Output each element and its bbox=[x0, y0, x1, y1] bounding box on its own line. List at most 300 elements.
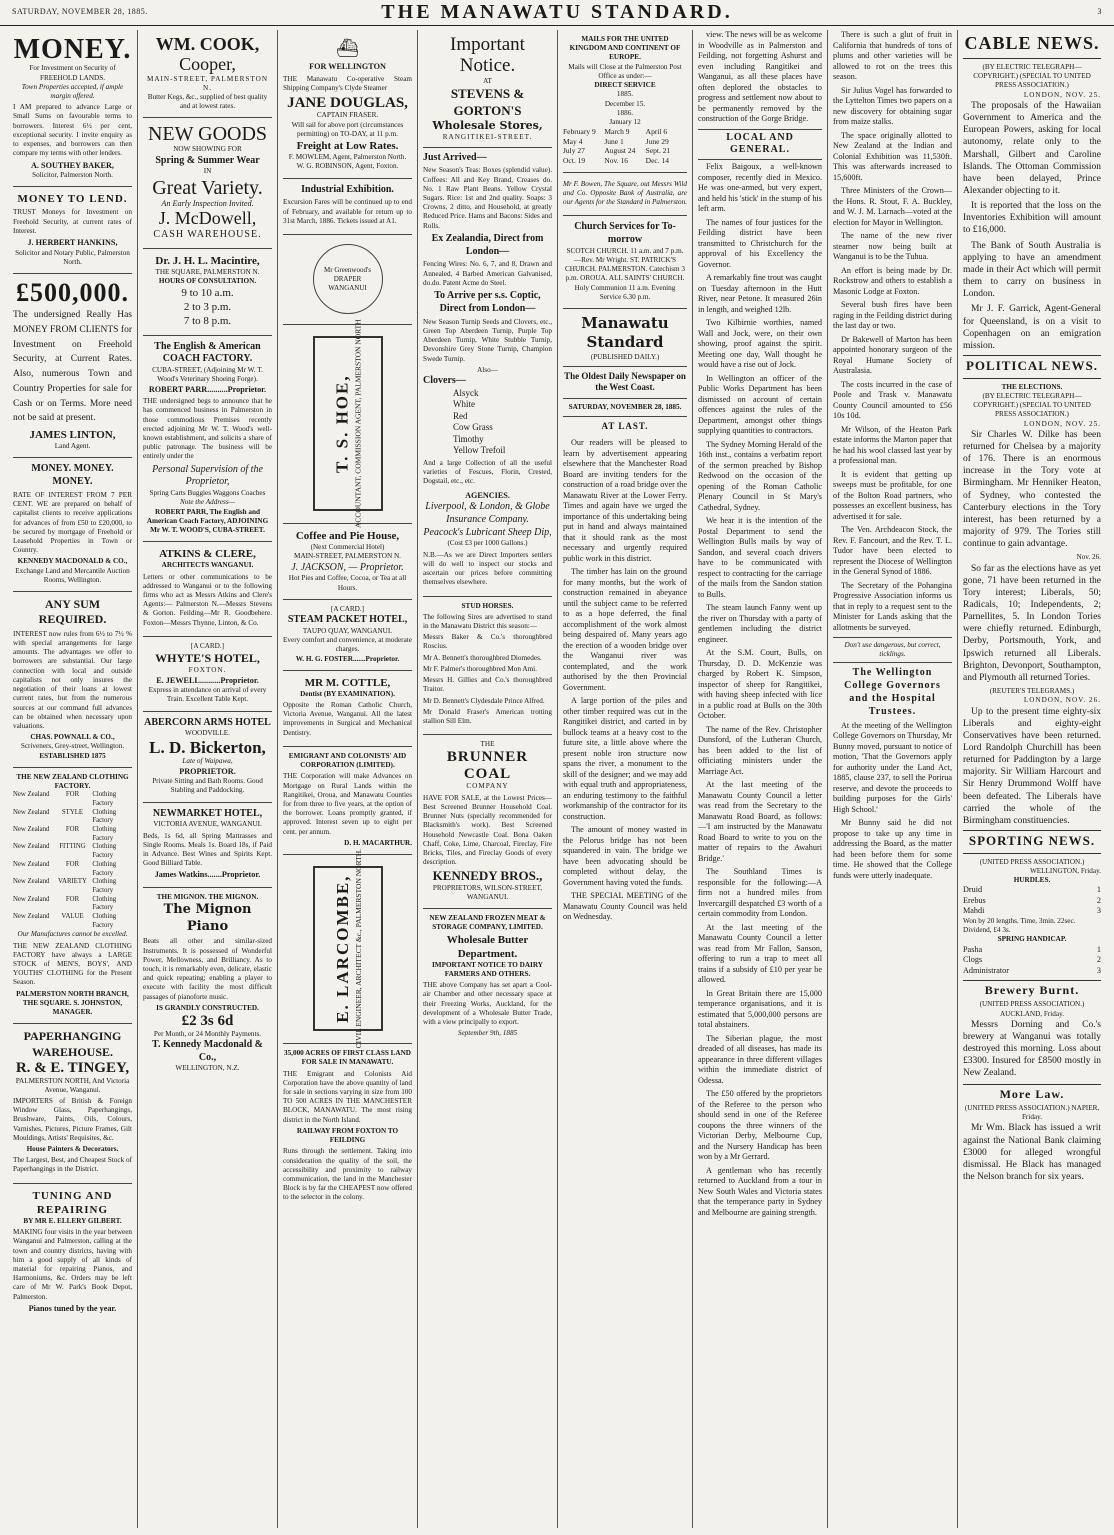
ad-coach-title: The English & American COACH FACTORY. bbox=[154, 340, 261, 365]
ad-abercorn-name: L. D. Bickerton, bbox=[149, 737, 266, 757]
news-item: The Sydney Morning Herald of the 16th inst., contains a verbatim report of the sermon preached by Bishop Redwood on the occasion of the opening of the Roman Catholic Plenary Council in St Mary's Cathedral, Sydney. bbox=[698, 439, 822, 512]
ad-tuning-by: BY MR E. ELLERY GILBERT. bbox=[23, 1216, 122, 1225]
ad-coach-addr: CUBA-STREET, (Adjoining Mr W. T. Wood's Veterinary Shoeing Forge). bbox=[152, 366, 263, 384]
ad-newmarket-prop: James Watkins.......Proprietor. bbox=[154, 870, 261, 880]
ad-coach-body: THE undersigned begs to announce that he has commenced business in Palmerston in those commodious Premises recently erected adjoining Mr W. T. Wood's well-known establishment, and solicits a share of public patronage. The business will be entirely under the bbox=[143, 397, 272, 461]
race-horse: Administrator bbox=[963, 965, 1009, 975]
reuter-items bbox=[963, 706, 1101, 828]
ad-coffee-title: Coffee and Pie House, bbox=[295, 530, 400, 543]
ad-frozen-title: NEW ZEALAND FROZEN MEAT & STORAGE COMPANY, LIMITED. bbox=[429, 914, 546, 932]
ad-coach-repeat: ROBERT PARR, The English and American Coach Factory, ADJOINING Mr W. T. WOOD'S, CUBA-STREET. bbox=[146, 507, 269, 535]
ad-ship-captain: CAPTAIN FRASER. bbox=[316, 111, 379, 120]
news-item: A gentleman who has recently returned to Auckland from a tour in New South Wales and Victoria states that the temperance party in Sydney and Melbourne are gaining strength. bbox=[698, 1165, 822, 1217]
ad-lend bbox=[13, 187, 132, 274]
race-result-row bbox=[963, 906, 1101, 917]
ad-steam-tag: [A CARD.] bbox=[330, 604, 365, 613]
ad-cook-body: Butter Kegs, &c., supplied of best quality and at lowest rates. bbox=[147, 93, 268, 111]
clothing-word: New Zealand bbox=[13, 860, 50, 868]
mail-date: June 1 bbox=[604, 136, 624, 146]
news-item: Messrs Dorning and Co.'s brewery at Wanganui was totally destroyed this morning. Loss about £3300. Insured for £8500 mostly in New Zealand. bbox=[963, 1019, 1101, 1079]
pol-credit: (BY ELECTRIC TELEGRAPH—COPYRIGHT.) (SPECIAL TO UNITED PRESS ASSOCIATION.) bbox=[973, 391, 1091, 419]
ad-abercorn-place: WOODVILLE. bbox=[185, 729, 230, 738]
ad-whytes-hotel bbox=[143, 637, 272, 712]
ad-coach-note: Note the Address— bbox=[179, 498, 236, 507]
ad-freight-agent2: W. G. ROBINSON, Agent, Foxton. bbox=[296, 162, 399, 171]
column-3 bbox=[278, 30, 418, 1528]
news-item: In Great Britain there are 15,000 temperance organisations, and it is estimated that 5,000,000 persons are total abstainers. bbox=[698, 988, 822, 1030]
paper-tag: The Oldest Daily Newspaper on the West Coast. bbox=[564, 370, 686, 393]
brewery-credit: (UNITED PRESS ASSOCIATION.) AUCKLAND, Friday. bbox=[979, 1000, 1085, 1018]
ad-zealandia: Ex Zealandia, Direct from London— bbox=[431, 232, 544, 257]
college-article bbox=[833, 721, 952, 882]
news-item: There is such a glut of fruit in California that hundreds of tons of plums and other varieties will be allowed to rot on the trees this season. bbox=[833, 30, 952, 81]
mail-date: June 29 bbox=[645, 136, 669, 146]
clothing-word: FOR bbox=[65, 860, 80, 868]
mails-date1: December 15. bbox=[604, 99, 646, 108]
ad-acres-body2: Runs through the settlement. Taking into consideration the quality of the soil, the accessibility and proximity to railway communication, the land in the Manchester Block is by far the CHEAPEST now offered to the selector in the colony. bbox=[283, 1147, 412, 1202]
ad-goods-title: NEW GOODS bbox=[147, 123, 268, 146]
ad-any-est: ESTABLISHED 1875 bbox=[39, 751, 106, 760]
ad-cottle-name: MR M. COTTLE, bbox=[304, 676, 391, 689]
ad-goods-season: Spring & Summer Wear bbox=[155, 154, 260, 166]
mails-direct: DIRECT SERVICE bbox=[594, 81, 656, 90]
ad-kennedy-role: PROPRIETORS, WILSON-STREET, WANGANUI. bbox=[432, 883, 543, 901]
ad-brunner-the: THE bbox=[480, 740, 495, 749]
ad-acres-title: 35,000 ACRES OF FIRST CLASS LAND FOR SALE IN MANAWATU. bbox=[283, 1049, 411, 1067]
ad-whyte-body: Express in attendance on arrival of every Train. Excellent Table Kept. bbox=[148, 686, 267, 704]
ad-clovers-title: Clovers— bbox=[423, 375, 466, 387]
section-sporting-news: SPORTING NEWS. bbox=[963, 830, 1101, 854]
ad-money-role: Solicitor, Palmerston North. bbox=[32, 171, 113, 180]
race-place: 1 bbox=[1096, 944, 1101, 954]
news-item: The name of the new river steamer now being built at Wanganui is to be the Tuhua. bbox=[833, 231, 952, 261]
clothing-word: New Zealand bbox=[13, 912, 50, 920]
ad-newmarket-addr: VICTORIA AVENUE, WANGANUI. bbox=[153, 820, 262, 829]
column-2 bbox=[138, 30, 278, 1528]
clothing-word: VALUE bbox=[61, 912, 84, 920]
ad-money-text: Town Properties accepted, if ample margin offered. bbox=[21, 82, 124, 101]
news-item: A remarkably fine trout was caught on Tuesday afternoon in the Hutt River, near Petone. It measured 26in in length, and weighed 12lb. bbox=[698, 273, 822, 314]
ad-mmm-name: KENNEDY MACDONALD & CO., bbox=[17, 557, 128, 566]
ad-paper-sub: House Painters & Decorators. bbox=[26, 1145, 119, 1154]
mail-date: Nov. 16 bbox=[604, 155, 629, 165]
stud-item: Mr Donald Fraser's American trotting stallion Sill Elm. bbox=[423, 707, 552, 725]
ad-exhibit-body: Excursion Fares will be continued up to end of February, and available for return up to 31st March, 1886. Tickets issued at A1. bbox=[283, 198, 412, 225]
ad-hoe-text: ACCOUNTANT, COMMISSION AGENT, PALMERSTON NORTH bbox=[353, 319, 363, 528]
ad-clovers-body: And a large Collection of all the useful varieties of Fescues, Florin, Crested, Dogstail, etc., etc. bbox=[423, 458, 552, 486]
ad-lend-title: MONEY TO LEND. bbox=[17, 193, 128, 206]
local-general-items bbox=[698, 162, 822, 1218]
article-paragraph: At the meeting of the Wellington College Governors on Thursday, Mr Bunny moved, pursuant to notice of motion, 'That the Governors apply for authority under the Land Act, 1885, clause 237, to sell the Porirua reserve, and devote the proceeds to building purposes for the Girls' High School.' bbox=[833, 720, 952, 814]
ad-500000-role: Land Agent. bbox=[54, 442, 91, 451]
section-political-news: POLITICAL NEWS. bbox=[963, 355, 1101, 379]
ad-cook-addr: MAIN-STREET, PALMERSTON N. bbox=[146, 74, 269, 92]
race-place: 3 bbox=[1096, 906, 1101, 916]
news-item: Sir Julius Vogel has forwarded to the Lyttelton Times two papers on a new discovery for obtaining sugar from maize stalks. bbox=[833, 85, 952, 126]
ad-mmm-role: Exchange Land and Mercantile Auction Rooms, Wellington. bbox=[15, 566, 130, 584]
news-item: So far as the elections have as yet gone, 71 have been returned in the Tory interest; Liberals, 50; Radicals, 10; Independents, 2; Parnellites, 5. In London Tories were chiefly returned. Edinburgh, Derby, Portsmouth, York, and Ipswich returned all Liberals. Brighton, Devonport, Southampton, and Plymouth all returned Tories. bbox=[963, 563, 1101, 683]
ad-well-body: THE Manawatu Co-operative Steam Shipping Company's Clyde Steamer bbox=[283, 74, 412, 92]
paper-daily: (PUBLISHED DAILY.) bbox=[590, 352, 660, 361]
ad-arrived: Just Arrived— bbox=[423, 151, 487, 163]
race-place: 2 bbox=[1096, 955, 1101, 965]
race-result-row bbox=[963, 896, 1101, 907]
ad-paper-name: R. & E. TINGEY, bbox=[15, 1060, 130, 1076]
section-local-general: LOCAL AND GENERAL. bbox=[698, 129, 822, 161]
brewery-items bbox=[963, 1019, 1101, 1080]
ad-coffee-sub: (Next Commercial Hotel) bbox=[310, 543, 385, 552]
mails-notice bbox=[563, 30, 687, 173]
clothing-word: FOR bbox=[65, 826, 80, 834]
church-services bbox=[563, 216, 687, 309]
race-result-row bbox=[963, 945, 1101, 956]
ad-any-role: Scriveners, Grey-street, Wellington. bbox=[20, 742, 125, 751]
column-4 bbox=[418, 30, 558, 1528]
church-body: SCOTCH CHURCH. 11 a.m. and 7 p.m.—Rev. Mr Wright. ST. PATRICK'S CHURCH. PALMERSTON. Catechism 3 p.m. OROUA. ALL SAINTS' CHURCH. Holy Communion 11 a.m. Evening Service 6.30 p.m. bbox=[564, 246, 685, 301]
clothing-word: Clothing Factory bbox=[92, 791, 117, 807]
ad-doctor bbox=[143, 249, 272, 336]
ad-zealandia-body: Fencing Wires: No. 6, 7, and 8, Drawn and Annealed, 4 Barbed American Galvanised, do.do. Patent Acme do Steel. bbox=[423, 260, 552, 287]
mail-date: March 9 bbox=[604, 127, 630, 137]
ad-mignon bbox=[143, 888, 272, 1080]
ad-dr-addr: THE SQUARE, PALMERSTON N. bbox=[155, 267, 260, 276]
race-result-row bbox=[963, 885, 1101, 896]
news-item: At the last meeting of the Manawatu County Council a letter was read from Mr Fallon, Sanson, offering to run a trap to meet all trains if a subsidy of £10 per year be allowed. bbox=[698, 922, 822, 985]
ad-new-goods bbox=[143, 118, 272, 248]
ad-notice-at: AT bbox=[483, 76, 492, 85]
agents-notice bbox=[563, 173, 687, 217]
clothing-word: FOR bbox=[65, 791, 80, 799]
agents-notice-text: Mr F. Bowen, The Square, out Messrs Wild and Co. Opposite Bank of Australia, are our Agents for the Standard in Palmerston. bbox=[563, 179, 687, 206]
ad-clothing-addr: PALMERSTON NORTH BRANCH, THE SQUARE. S. JOHNSTON, MANAGER. bbox=[16, 989, 129, 1017]
news-item: The £50 offered by the proprietors of the Referee to the person who should send in one of the Referee coupons the three winners of the Victorian Derby, Melbourne Cup, and the Nursery Handicap has been won by a Mr Gerrard. bbox=[698, 1089, 822, 1162]
reuter-place: LONDON, NOV. 26. bbox=[1023, 696, 1101, 705]
article-paragraph: view. The news will be as welcome in Woodville as in Palmerston and Feilding, not forgetting Ashurst and even including Rangitikei and Wanganui, as all these places have often deplored the obstacles to progress and settlement now about to be permanently removed by the construction of the Gorge Bridge. bbox=[698, 30, 822, 123]
article-paragraph: The timber has lain on the ground for many months, but the work of construction remained in abeyance until the subject came to be referred to as a hope deferred, the final accomplishment of the work almost being despaired of. Many years ago the erection of a wooden bridge over the Wanganui river was contemplated, and the work authorised by the then Provincial Government. bbox=[563, 567, 687, 692]
ad-steam-packet bbox=[283, 600, 412, 671]
ad-stud-horses bbox=[423, 597, 552, 736]
ad-frozen-meat bbox=[423, 909, 552, 1044]
column-1 bbox=[8, 30, 138, 1528]
ad-exhibit-title: Industrial Exhibition. bbox=[301, 183, 394, 195]
news-item: An effort is being made by Dr. Rockstrow and others to establish a Masonic Lodge at Foxton. bbox=[833, 265, 952, 296]
clover-item: Red bbox=[453, 410, 468, 421]
morelaw-credit: (UNITED PRESS ASSOCIATION.) NAPIER, Friday. bbox=[964, 1103, 1100, 1122]
pol-place: LONDON, NOV. 25. bbox=[1023, 419, 1101, 428]
ad-agency2: Peacock's Lubricant Sheep Dip, bbox=[423, 526, 552, 538]
race-place: 3 bbox=[1096, 965, 1101, 975]
ad-dr-hour: 9 to 10 a.m. bbox=[181, 287, 234, 300]
ad-store-street: RANGITIKEI-STREET. bbox=[442, 133, 533, 142]
morelaw-items bbox=[963, 1122, 1101, 1183]
ad-emigrant-name: D. H. MACARTHUR. bbox=[344, 838, 412, 847]
ad-emigrant-body: THE Corporation will make Advances on Mortgage on Rural Lands within the Rangitikei, Oroua, and Manawatu Counties for from three to five years, at the option of the borrower. Loans promptly granted, if approved. Interest seven up to eight per cent. per annum. bbox=[283, 772, 412, 836]
ads-note: Don't use dangerous, but correct, ticklings. bbox=[833, 637, 952, 663]
ad-cottle-role: Dentist (BY EXAMINATION). bbox=[300, 689, 395, 698]
clover-item: White bbox=[453, 399, 475, 410]
article-title: AT LAST. bbox=[601, 420, 649, 431]
ad-tuning bbox=[13, 1184, 132, 1321]
ad-newmarket-body: Beds, 1s 6d, all Spring Mattrasses and Single Rooms. Meals 1s. Board 18s, if Paid in Advance. Best Wines and Spirits Kept. Good Billiard Table. bbox=[143, 831, 272, 868]
ad-frozen-date: September 9th, 1885 bbox=[457, 1029, 518, 1038]
race-place: 1 bbox=[1096, 885, 1101, 895]
article-at-last bbox=[563, 438, 687, 923]
masthead-date: SATURDAY, NOVEMBER 28, 1885. bbox=[12, 7, 148, 17]
ad-money-body: I AM prepared to advance Large or Small Sums on favourable terms to borrowers. Interest 6½ per cent, exceptional security. I invite enquiry as to expenses, and borrowers can then compare my terms with other lenders. bbox=[13, 103, 132, 158]
pol-elections: THE ELECTIONS. bbox=[1001, 382, 1063, 391]
ad-lend-role: Solicitor and Notary Public, Palmerston North. bbox=[15, 248, 130, 266]
ad-500000-body: The undersigned Really Has MONEY FROM CLIENTS for Investment on Freehold Security, at Current Rates. Also, numerous Town and Country Properties for sale for Cash or on Terms. More need not be said at present. bbox=[13, 310, 132, 424]
race-horse: Mahdi bbox=[963, 906, 985, 916]
ad-paper-title: PAPERHANGING WAREHOUSE. bbox=[23, 1029, 122, 1059]
article-continued bbox=[698, 30, 822, 125]
ad-lend-name: J. HERBERT HANKINS, bbox=[27, 238, 118, 248]
news-item: At the last meeting of the Manawatu County Council a letter was read from the Secretary to the Manawatu Road Board, as follows:—'I am instructed by the Manawatu Road Board to write to you on the matter of repairs to the Awahuri Bridge.' bbox=[698, 780, 822, 863]
ad-mmm-title: MONEY. MONEY. MONEY. bbox=[31, 463, 114, 488]
sport-time: Won by 20 lengths. Time, 3min. 22sec. Dividend, £4 3s. bbox=[963, 916, 1076, 935]
ad-any-title: ANY SUM REQUIRED. bbox=[38, 597, 107, 627]
sport-event2: SPRING HANDICAP. bbox=[997, 935, 1067, 944]
ad-store-name: STEVENS & GORTON'S bbox=[450, 86, 525, 118]
ad-greenwood-stamp bbox=[283, 235, 412, 325]
news-item: The Ven. Archdeacon Stock, the Rev. F. Fancourt, and the Rev. T. L. Tudor have been elected to represent the Diocese of Wellington in the General Synod of 1886. bbox=[833, 525, 952, 576]
ad-frozen-body: THE above Company has set apart a Cool-air Chamber and other necessary space at their Freezing Works, Auckland, for the development of a Wholesale Butter Trade, with a view principally to export. bbox=[423, 981, 552, 1027]
ad-agencies: AGENCIES. bbox=[465, 490, 510, 500]
ad-tuning-foot: Pianos tuned by the year. bbox=[28, 1303, 117, 1313]
ad-35000-acres bbox=[283, 1044, 412, 1211]
clothing-word: Clothing Factory bbox=[92, 895, 117, 912]
ad-stamp: Mr Greenwood's DRAPER WANGANUI bbox=[313, 244, 383, 314]
mails-year1: 1885. bbox=[616, 90, 634, 99]
clothing-word: STYLE bbox=[61, 808, 84, 816]
article-paragraph: A large portion of the piles and other timber required was cut in the Rangitikei district, and carted in by bullock teams at a heavy cost to the future site, a little above where the present noble iron structure now spans the river, a monument to the skill of the designer; and we may add with equal truth and appropriateness, an enduring testimony to the faithful workmanship of the contractor for its construction. bbox=[563, 696, 687, 821]
news-item: Sir Charles W. Dilke has been returned for Chelsea by a majority of 176. There is an enormous increase in the Tory vote at Birmingham. Mr Henniker Heaton, of Sydney, who contested the Canterbury elections in the Tory interest, has been returned by a majority of 979. The Tories still continue to gain advantage. bbox=[963, 429, 1101, 550]
mail-date: April 6 bbox=[645, 127, 668, 137]
clothing-word: New Zealand bbox=[13, 826, 50, 834]
ad-agency2-cost: (Cost £3 per 1000 Gallons.) bbox=[447, 539, 528, 548]
clothing-word: Clothing Factory bbox=[92, 843, 117, 860]
ad-cottle-body: Opposite the Roman Catholic Church, Victoria Avenue, Wanganui. All the latest improvements in Surgical and Mechanical Dentistry. bbox=[283, 701, 412, 737]
news-item: The space originally allotted to New Zealand at the Indian and Colonial Exhibition was 11,530ft. This was afterwards increased to 15,600ft. bbox=[833, 130, 952, 182]
ad-hoe bbox=[283, 319, 412, 528]
news-item: Dr Bakewell of Marton has been appointed honorary surgeon of the Royal Humane Society of Australasia. bbox=[833, 334, 952, 375]
ad-whyte-prop: E. JEWELL..........Proprietor. bbox=[156, 675, 259, 685]
ad-hoe-name: T. S. HOE, bbox=[332, 374, 352, 473]
ad-larcombe-text: CIVIL ENGINEER, ARCHITECT &c., PALMERSTON NORTH. bbox=[353, 848, 363, 1049]
ad-emigrant bbox=[283, 747, 412, 855]
clothing-word: New Zealand bbox=[13, 791, 50, 799]
ad-mignon-sub: IS GRANDLY CONSTRUCTED. bbox=[156, 1003, 259, 1012]
section-cable-news: CABLE NEWS. bbox=[963, 30, 1101, 59]
column-5 bbox=[558, 30, 693, 1528]
ad-acres-rail: RAILWAY FROM FOXTON TO FEILDING bbox=[296, 1126, 399, 1145]
ad-brunner-title: BRUNNER COAL bbox=[446, 749, 529, 782]
news-item: Two Kilbirnie worthies, named Wall and Jock, were, on their own showing, proof against the spirit. Meeting one day, Wall thought he would have a rise out of Jock. bbox=[698, 318, 822, 370]
ad-cook-role: Cooper, bbox=[179, 53, 236, 74]
news-item: It is evident that getting up sweeps must be profitable, for one of the Bolton Road partners, who possesses an excellent business, has advertised it for sale. bbox=[833, 469, 952, 521]
ad-brunner-co: COMPANY bbox=[466, 782, 509, 791]
mail-date: July 27 bbox=[563, 146, 585, 156]
ad-paper-addr: PALMERSTON NORTH, And Victoria Avenue, Wanganui. bbox=[15, 1076, 130, 1094]
ad-any-name: CHAS. POWNALL & CO., bbox=[30, 733, 115, 742]
ad-larcombe bbox=[283, 848, 412, 1049]
news-item: The steam launch Fanny went up the river on Thursday with a party of gentlemen including the district engineer. bbox=[698, 603, 822, 644]
ad-coach-goods: Spring Carts Buggies Waggons Coaches bbox=[149, 489, 266, 498]
ad-abercorn-body: Private Sitting and Bath Rooms. Good Stabling and Paddocking. bbox=[152, 777, 263, 795]
stud-item: Mr D. Bennett's Clydesdale Prince Alfred. bbox=[423, 696, 545, 705]
ad-clothing-grid bbox=[13, 791, 132, 930]
ad-tuning-title: TUNING AND REPAIRING bbox=[32, 1189, 113, 1216]
stud-item: Messrs H. Gillies and Co.'s thoroughbred Traitor. bbox=[423, 676, 552, 694]
article-paragraph: Mr Bunny said he did not propose to take up any time in addressing the Board, as the matter had been before them for some time. He showed that the College funds were utterly inadequate. bbox=[833, 818, 952, 880]
ad-coffee-house bbox=[283, 524, 412, 600]
ad-frozen-notice: IMPORTANT NOTICE TO DAIRY FARMERS AND OTHERS. bbox=[432, 960, 543, 978]
ad-newmarket-title: NEWMARKET HOTEL, bbox=[152, 807, 263, 819]
ad-money-title: MONEY. bbox=[13, 34, 132, 65]
mails-title: MAILS FOR THE UNITED KINGDOM AND CONTINENT OF EUROPE. bbox=[569, 35, 681, 62]
ad-notice-title: Important Notice. bbox=[450, 34, 525, 76]
ad-clothing-note: Our Manufactures cannot be excelled. bbox=[17, 930, 128, 939]
ad-wellington-steamer bbox=[283, 30, 412, 179]
ad-clothing-title: THE NEW ZEALAND CLOTHING FACTORY. bbox=[16, 772, 129, 791]
ad-clothing-stock: THE NEW ZEALAND CLOTHING FACTORY have always a LARGE STOCK of MEN'S, BOYS', AND YOUTHS' CLOTHING for the Present Season. bbox=[13, 941, 132, 987]
mail-date: Dec. 14 bbox=[645, 155, 669, 165]
ad-500000-title: £500,000. bbox=[16, 277, 129, 307]
mail-date: February 9 bbox=[563, 127, 596, 137]
column-8 bbox=[958, 30, 1106, 1528]
masthead bbox=[0, 0, 1114, 26]
ad-abercorn bbox=[143, 712, 272, 803]
ad-abercorn-title: ABERCORN ARMS HOTEL bbox=[144, 716, 271, 728]
pol-place2: Nov. 26. bbox=[1076, 553, 1101, 562]
ad-goods-in: IN bbox=[203, 167, 212, 176]
church-title: Church Services for To-morrow bbox=[574, 221, 676, 246]
ad-agency1: Liverpool, & London, & Globe Insurance Company. bbox=[425, 501, 550, 525]
ad-lend-body: TRUST Moneys for Investment on Freehold Security, at current rates of Interest. bbox=[13, 208, 132, 235]
ad-paper-stock: The Largest, Best, and Cheapest Stock of Paperhangings in the District. bbox=[13, 1156, 132, 1174]
ad-cook-name: WM. COOK, bbox=[155, 34, 260, 54]
ad-ship-sail: Will sail for above port (circumstances permitting) on TO-DAY, at 11 p.m. bbox=[291, 120, 404, 138]
ad-brunner-body: HAVE FOR SALE, at the Lowest Prices—Best Screened Brunner Household Coal. Brunner Nuts (specially recommended for Blacksmith's work). Best Screened Household Newcastle Coal. Bona Oaken Chaff, Coke, Lime, Charcoal, Fireclay, Fire Bricks, Tiles, and Fireclay Goods of every description. bbox=[423, 793, 552, 867]
clover-item: Cow Grass bbox=[453, 422, 493, 433]
clothing-word: Clothing Factory bbox=[92, 826, 117, 842]
clothing-word: Clothing Factory bbox=[92, 912, 117, 929]
cable-credit: (BY ELECTRIC TELEGRAPH—COPYRIGHT.) (SPECIAL TO UNITED PRESS ASSOCIATION.) bbox=[973, 63, 1091, 90]
ad-exhibition bbox=[283, 179, 412, 235]
ad-dr-hour: 2 to 3 p.m. bbox=[183, 301, 232, 314]
ad-abercorn-late: Late of Waipawa, bbox=[182, 757, 233, 766]
ad-steam-prop: W. H. G. FOSTER.......Proprietor. bbox=[295, 654, 400, 663]
article-paragraph: Our readers will be pleased to learn by advertisement appearing elsewhere that the Manchester Road Board are inviting tenders for the construction of a road bridge over the Manawatu River at the Lower Ferry. Times and again have we urged the importance of this undertaking being put in hand and always maintained that it should rank as the most necessary and urgently required public work in this district. bbox=[563, 438, 687, 563]
news-item: It is reported that the loss on the Inventories Exhibition will amount to £16,000. bbox=[963, 201, 1101, 236]
news-item: The Secretary of the Pohangina Progressive Association informs us that in reply to a request sent to the Minister for Lands asking that the allotments be surveyed. bbox=[833, 580, 952, 632]
news-item: Felix Baigoux, a well-known composer, recently died in Mexico. He was one-armed, but very expert, and held his 'stick' in the stump of his left arm. bbox=[698, 162, 822, 214]
race-horse: Erebus bbox=[963, 895, 986, 905]
news-item: Mr Wilson, of the Heaton Park estate informs the Marton paper that he had his wool classed last year by a professional man. bbox=[833, 424, 952, 465]
ad-newmarket bbox=[143, 803, 272, 888]
ad-atkins-body: Letters or other communications to be addressed to Wanganui or to the following firms who act as Messrs Atkins and Clere's Agents:— Palmerston N.—Messrs Stevens & Gorton. Feilding—Mr R. Goodbehere. Foxton—Messrs Thynne, Linton, & Co. bbox=[143, 572, 272, 627]
mail-date: August 24 bbox=[604, 146, 636, 156]
ad-steam-title: STEAM PACKET HOTEL, bbox=[287, 614, 408, 626]
news-item: We hear it is the intention of the Postal Department to send the Wellington Bulls mails by way of Sandon, and several coach drivers have to be communicated with respect to contracting for the carriage of the mails from the Sandon station to Bulls. bbox=[698, 516, 822, 599]
ad-acres-body: THE Emigrant and Colonists Aid Corporation have the above quantity of land for sale in sections varying in size from 100 TO 500 ACRES IN THE MANCHESTER BLOCK, MANAWATU. The most rising district in the North Island. bbox=[283, 1069, 412, 1124]
ad-larcombe-box bbox=[313, 848, 383, 1049]
ad-stud-title: STUD HORSES. bbox=[461, 601, 514, 610]
news-item: Mr J. F. Garrick, Agent-General for Queensland, is on a visit to Copenhagen on an emigration mission. bbox=[963, 304, 1101, 351]
race-horse: Clogs bbox=[963, 955, 983, 965]
paper-date: SATURDAY, NOVEMBER 28, 1885. bbox=[568, 402, 682, 411]
ad-whyte-place: FOXTON. bbox=[188, 666, 227, 675]
article-paragraph: THE SPECIAL MEETING of the Manawatu County Council was held on Wednesday. bbox=[563, 891, 687, 922]
ad-emigrant-title: EMIGRANT AND COLONISTS' AID CORPORATION (LIMITED). bbox=[288, 751, 407, 770]
ad-money-sub: For Investment on Security of FREEHOLD LANDS. bbox=[29, 64, 116, 82]
mails-year2: 1886. bbox=[616, 108, 634, 117]
ad-well-title: FOR WELLINGTON bbox=[309, 62, 386, 72]
ad-500000 bbox=[13, 274, 132, 458]
masthead-title: THE MANAWATU STANDARD. bbox=[381, 0, 733, 23]
race-result-row bbox=[963, 955, 1101, 966]
reuter-credit: (REUTER'S TELEGRAMS.) bbox=[989, 687, 1075, 696]
ad-goods-variety: Great Variety. bbox=[152, 176, 263, 199]
news-item: Up to the present time eighty-six Liberals and eighty-eight Conservatives have been returned. Lord Randolph Churchill has been returned for Paddington by a large majority. Sir William Harcourt and Sir Henry Drummond Wolff have been defeated. The Liberals have carried the whole of the Birmingham constituencies. bbox=[963, 706, 1101, 826]
ad-mignon-head: THE MIGNON. THE MIGNON. bbox=[156, 892, 259, 901]
ad-cook bbox=[143, 30, 272, 118]
news-item: Mr Wm. Black has issued a writ against the National Bank claiming £3000 for alleged wrongful dismissal. He Black has managed the Nelson branch for six years. bbox=[963, 1123, 1101, 1183]
column-6 bbox=[693, 30, 828, 1528]
ad-atkins-title: ATKINS & CLERE, bbox=[159, 548, 256, 561]
news-item: Several bush fires have been raging in the Feilding district during the last day or two. bbox=[833, 300, 952, 330]
clover-item: Yellow Trefoil bbox=[453, 445, 506, 456]
ad-atkins-sub: ARCHITECTS WANGANUI. bbox=[161, 561, 254, 570]
clothing-word: Clothing Factory bbox=[92, 860, 117, 877]
cable-place: LONDON, NOV. 25. bbox=[1023, 90, 1101, 99]
ad-hoe-box bbox=[313, 319, 383, 528]
stud-item: Mr A. Bennett's thoroughbred Diomedes. bbox=[423, 653, 542, 662]
ad-freight-agent: F. MOWLEM, Agent, Palmerston North. bbox=[288, 153, 407, 162]
ad-abercorn-role: PROPRIETOR. bbox=[179, 766, 236, 776]
news-item: The Siberian plague, the most dreaded of all diseases, has made its appearance in three different villages within the immediate district of Odessa. bbox=[698, 1033, 822, 1085]
sport-place: WELLINGTON, Friday. bbox=[1029, 866, 1101, 875]
ad-any-sum bbox=[13, 592, 132, 768]
ad-also: Also— bbox=[477, 365, 498, 374]
news-item: The costs incurred in the case of Poole and Trask v. Manawatu County Council amounted to £56 10s 10d. bbox=[833, 379, 952, 420]
ad-paperhanging bbox=[13, 1024, 132, 1183]
ad-paper-body: IMPORTERS of British & Foreign Window Glass, Paperhangings, Brushware, Paints, Oils, Colours, Varnishes, Pictures, Picture Frames, Gilt Mouldings, Artists' Requisites, &c. bbox=[13, 1096, 132, 1142]
section-brewery-burnt: Brewery Burnt. bbox=[963, 980, 1101, 998]
ad-goods-store: CASH WAREHOUSE. bbox=[153, 229, 262, 240]
ad-dr-name: Dr. J. H. L. Macintire, bbox=[155, 254, 260, 267]
ad-mignon-body: Beats all other and similar-sized Instruments. It is possessed of Wonderful Power, Mellowness, and Brilliancy. As to touch, it is remarkably even, delicate, elastic and quick repeating; enabling a player to execute with facility the most difficult passages of pianoforte music. bbox=[143, 937, 272, 1001]
mail-date: Sept. 21 bbox=[645, 146, 671, 156]
news-item: The names of four justices for the Feilding district have been transmitted to Christchurch for the approval of his Excellency the Governor. bbox=[698, 217, 822, 269]
ad-kennedy-title: KENNEDY BROS., bbox=[432, 868, 543, 884]
mails-body: Mails will Close at the Palmerston Post Office as under:— bbox=[568, 62, 682, 80]
news-item: In Wellington an officer of the Public Works Department has been dismissed on account of certain offences against the rules of the Department, amongst other things supplying quantities to contractors. bbox=[698, 373, 822, 436]
ad-mignon-agents: T. Kennedy Macdonald & Co., bbox=[152, 1038, 263, 1063]
section-college: The Wellington College Governors and the Hospital Trustees. bbox=[844, 667, 941, 717]
ad-cottle bbox=[283, 671, 412, 747]
ad-dr-hours-title: HOURS OF CONSULTATION. bbox=[158, 277, 257, 286]
sport-event: HURDLES. bbox=[1013, 876, 1051, 885]
ad-dr-hour: 7 to 8 p.m. bbox=[183, 315, 232, 328]
general-items bbox=[833, 30, 952, 633]
clothing-word: New Zealand bbox=[13, 878, 50, 886]
ad-ship-name: JANE DOUGLAS, bbox=[287, 94, 408, 111]
ad-money bbox=[13, 30, 132, 187]
clothing-word: FITTING bbox=[59, 843, 86, 851]
clover-item: Timothy bbox=[453, 433, 484, 444]
ad-steam-addr: TAUPO QUAY, WANGANUI. bbox=[302, 626, 393, 635]
